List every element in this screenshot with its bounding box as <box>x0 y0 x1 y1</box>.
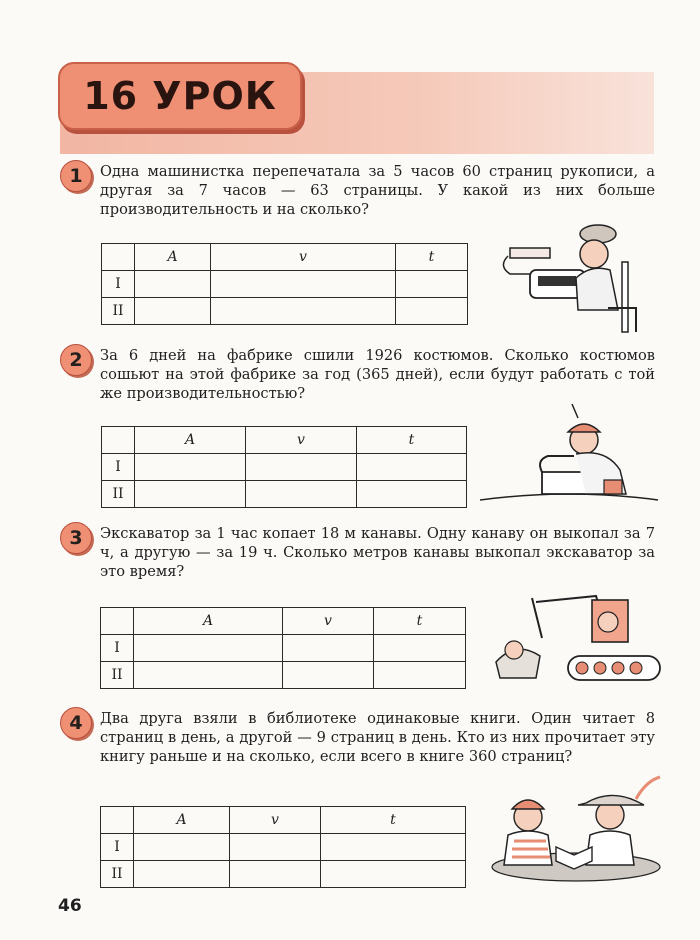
table-cell[interactable] <box>135 298 211 325</box>
task-number: 4 <box>60 707 92 739</box>
task-number: 3 <box>60 522 92 554</box>
table-cell[interactable] <box>396 298 468 325</box>
row-label: I <box>102 454 135 481</box>
table-cell[interactable] <box>211 298 396 325</box>
header-cell-a: A <box>135 427 246 454</box>
row-label: I <box>101 635 134 662</box>
row-label: II <box>101 662 134 689</box>
header-cell-v: v <box>230 807 321 834</box>
table-cell[interactable] <box>396 271 468 298</box>
table-corner-cell <box>102 427 135 454</box>
table-row <box>102 271 468 298</box>
table-corner-cell <box>102 244 135 271</box>
table-row <box>101 834 466 861</box>
header-cell-a: A <box>135 244 211 271</box>
row-label: I <box>102 271 135 298</box>
table-cell[interactable] <box>230 834 321 861</box>
table-cell[interactable] <box>283 635 374 662</box>
table-cell[interactable] <box>357 454 467 481</box>
table-row <box>102 481 467 508</box>
lesson-title: 16 УРОК <box>83 74 277 118</box>
table-row <box>102 298 468 325</box>
header-cell-t: t <box>374 608 466 635</box>
task-text: Одна машинистка перепечатала за 5 часов 60 страниц рукописи, а другая за 7 часов — 63 страницы. У какой из них больше производительность и на сколько? <box>100 163 655 218</box>
task-table-2 <box>101 426 467 508</box>
task-table-4 <box>100 806 466 888</box>
table-row <box>101 861 466 888</box>
table-header-row <box>101 608 466 635</box>
header-cell-v: v <box>211 244 396 271</box>
table-cell[interactable] <box>134 662 283 689</box>
task-text: За 6 дней на фабрике сшили 1926 костюмов. Сколько костюмов сошьют на этой фабрике за год (365 дней), если будут работать с той же производительностью? <box>100 347 655 402</box>
task-table-3 <box>100 607 466 689</box>
row-label: II <box>101 861 134 888</box>
table-cell[interactable] <box>134 861 230 888</box>
page-number: 46 <box>58 896 82 916</box>
table-cell[interactable] <box>321 834 466 861</box>
readers-illustration <box>490 775 665 885</box>
table-header-row <box>102 244 468 271</box>
table-cell[interactable] <box>321 861 466 888</box>
table-cell[interactable] <box>134 834 230 861</box>
table-row <box>101 635 466 662</box>
table-cell[interactable] <box>134 635 283 662</box>
header-cell-a: A <box>134 608 283 635</box>
table-cell[interactable] <box>230 861 321 888</box>
header-cell-t: t <box>357 427 467 454</box>
row-label: I <box>101 834 134 861</box>
task-text: Экскаватор за 1 час копает 18 м канавы. Одну канаву он выкопал за 7 ч, а другую — за 19 ч. Сколько метров канавы выкопал экскаватор за это время? <box>100 525 655 580</box>
table-cell[interactable] <box>374 662 466 689</box>
table-cell[interactable] <box>135 454 246 481</box>
header-cell-t: t <box>396 244 468 271</box>
tailor-illustration <box>480 400 660 515</box>
lesson-badge <box>58 62 302 130</box>
task-number: 2 <box>60 344 92 376</box>
header-cell-t: t <box>321 807 466 834</box>
task-table-1 <box>101 243 468 325</box>
table-cell[interactable] <box>135 481 246 508</box>
task-number: 1 <box>60 160 92 192</box>
table-cell[interactable] <box>211 271 396 298</box>
table-row <box>102 454 467 481</box>
table-header-row <box>102 427 467 454</box>
table-header-row <box>101 807 466 834</box>
header-cell-v: v <box>283 608 374 635</box>
excavator-illustration <box>488 590 668 700</box>
typist-illustration <box>490 208 660 338</box>
table-cell[interactable] <box>246 481 357 508</box>
task-text: Два друга взяли в библиотеке одинаковые книги. Один читает 8 страниц в день, а другой — 9 страниц в день. Кто из них прочитает эту книгу раньше и на сколько, если всего в книге 360 страниц? <box>100 710 655 765</box>
row-label: II <box>102 481 135 508</box>
table-cell[interactable] <box>283 662 374 689</box>
header-cell-v: v <box>246 427 357 454</box>
table-cell[interactable] <box>135 271 211 298</box>
table-row <box>101 662 466 689</box>
table-cell[interactable] <box>246 454 357 481</box>
table-cell[interactable] <box>357 481 467 508</box>
table-corner-cell <box>101 608 134 635</box>
header-cell-a: A <box>134 807 230 834</box>
table-cell[interactable] <box>374 635 466 662</box>
table-corner-cell <box>101 807 134 834</box>
row-label: II <box>102 298 135 325</box>
